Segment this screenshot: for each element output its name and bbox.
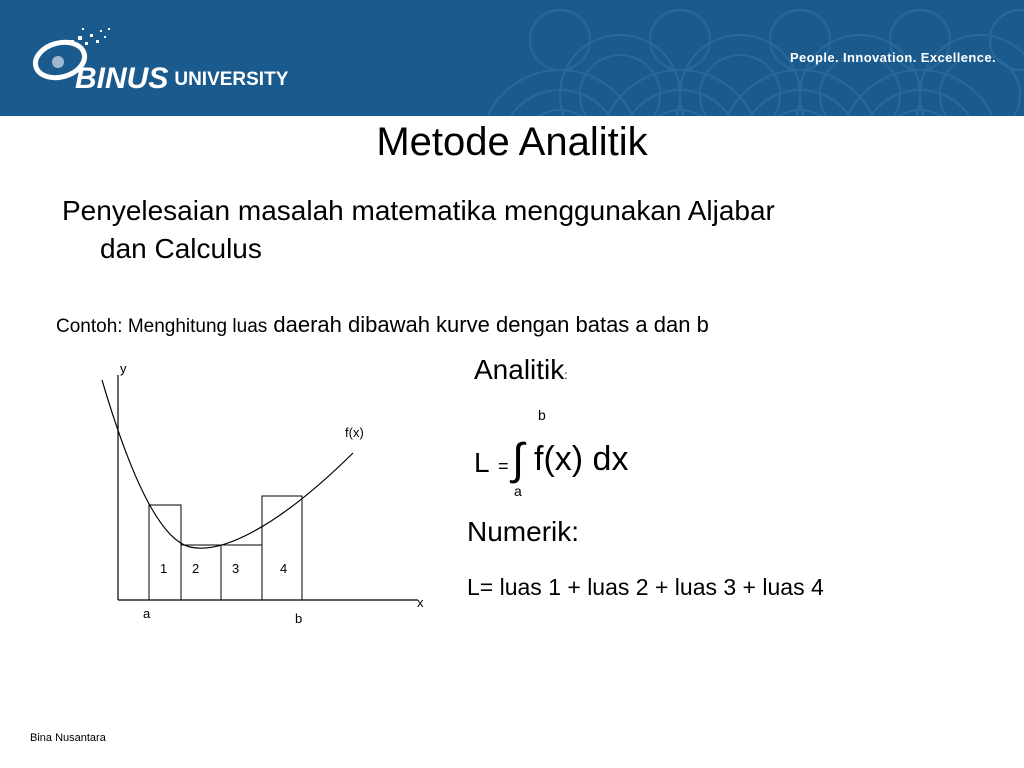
analitik-heading [474, 354, 568, 386]
lower-bound-label: a [143, 606, 151, 621]
binus-logo [75, 62, 288, 96]
logo-suffix: UNIVERSITY [174, 69, 289, 90]
logo-name: BINUS [75, 62, 169, 95]
integral-upper-limit: b [538, 407, 546, 423]
integrand: f(x) dx [534, 440, 629, 478]
numerik-equation: L= luas 1 + luas 2 + luas 3 + luas 4 [467, 574, 824, 600]
header-banner [0, 0, 1024, 116]
analitik-heading-text: Analitik [474, 354, 565, 385]
curve-label: f(x) [345, 425, 364, 440]
example-prefix: Contoh: Menghitung luas [56, 316, 268, 337]
x-axis-label: x [417, 595, 424, 610]
area-graph [90, 355, 440, 635]
integral-formula [470, 402, 670, 502]
footer-text: Bina Nusantara [30, 732, 106, 744]
formula-lhs: L [474, 447, 490, 478]
rectangle-4 [262, 496, 302, 600]
curve-fx [102, 380, 353, 548]
rect-label-4: 4 [280, 561, 288, 576]
intro-text [62, 192, 962, 268]
intro-line-1: Penyelesaian masalah matematika menggunakan Aljabar [62, 195, 775, 226]
slide-title: Metode Analitik [376, 120, 648, 164]
upper-bound-label: b [295, 611, 303, 626]
rect-label-2: 2 [192, 561, 200, 576]
integral-symbol: ∫ [512, 435, 525, 484]
analitik-heading-colon: : [564, 368, 568, 382]
y-axis-label: y [120, 361, 127, 376]
rect-label-1: 1 [160, 561, 168, 576]
example-rest: daerah dibawah kurve dengan batas a dan b [267, 312, 709, 337]
intro-line-2: dan Calculus [100, 233, 262, 264]
rectangle-1 [149, 505, 181, 600]
integral-lower-limit: a [514, 483, 522, 499]
formula-equals: = [498, 456, 509, 476]
numerik-heading: Numerik: [467, 516, 580, 547]
rectangle-3 [221, 545, 262, 600]
example-text [56, 312, 709, 338]
rectangle-2 [181, 545, 221, 600]
tagline: People. Innovation. Excellence. [789, 50, 996, 65]
rect-label-3: 3 [232, 561, 240, 576]
